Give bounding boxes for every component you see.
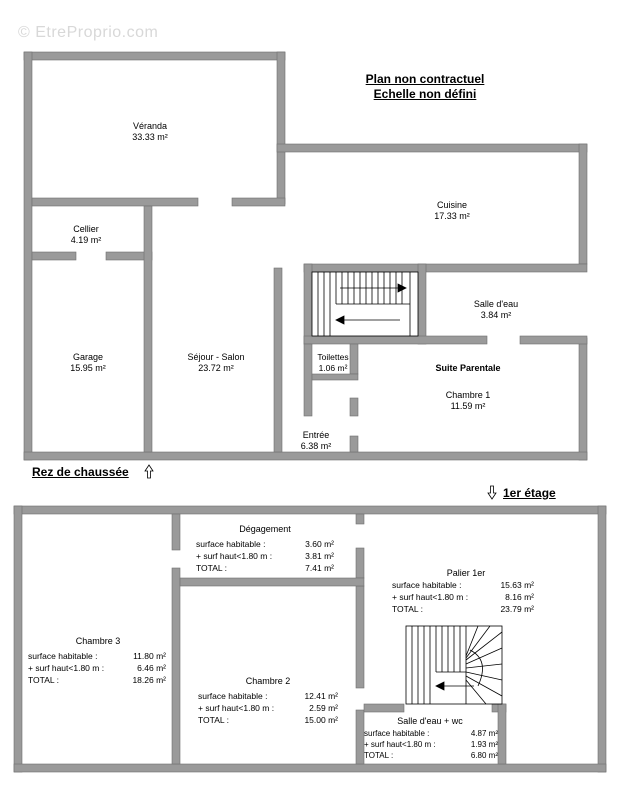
area-row-value: 1.93 m² <box>470 740 498 749</box>
stair-up-arrow-icon <box>145 465 153 478</box>
room-entree <box>286 430 346 452</box>
wall <box>498 704 506 764</box>
wall <box>304 264 312 344</box>
wall <box>598 506 606 772</box>
wall <box>364 704 404 712</box>
room-chambre-3-title: Chambre 3 <box>75 636 121 646</box>
wall <box>356 548 364 578</box>
wall <box>304 264 587 272</box>
wall <box>274 268 282 452</box>
wall <box>180 578 364 586</box>
area-row-value: 12.41 m² <box>304 691 338 701</box>
room-palier-title: Palier 1er <box>446 568 486 578</box>
room-name: Séjour - Salon <box>187 352 245 362</box>
area-row <box>196 562 334 574</box>
wall <box>356 586 364 688</box>
room-name: Cuisine <box>436 200 467 210</box>
area-row-value: 18.26 m² <box>132 675 166 685</box>
room-chambre-2-areas <box>198 690 338 726</box>
room-area: 23.72 m² <box>198 363 234 373</box>
room-chambre-1 <box>418 390 518 412</box>
wall <box>356 514 364 524</box>
area-row <box>196 538 334 550</box>
area-row-label: surface habitable : <box>392 580 462 590</box>
room-area: 1.06 m² <box>318 363 348 373</box>
area-row-value: 3.81 m² <box>305 551 334 561</box>
note-line-1: Plan non contractuel <box>365 72 485 86</box>
area-row <box>364 728 498 739</box>
area-row-value: 7.41 m² <box>305 563 334 573</box>
area-row <box>28 650 166 662</box>
area-row-label: surface habitable : <box>28 651 98 661</box>
area-row-value: 4.87 m² <box>470 729 498 738</box>
room-area: 3.84 m² <box>480 310 512 320</box>
wall <box>32 252 76 260</box>
stair-down-arrow-icon <box>488 486 496 499</box>
room-area: 11.59 m² <box>450 401 486 411</box>
area-row-value: 23.79 m² <box>500 604 534 614</box>
room-area: 4.19 m² <box>70 235 102 245</box>
area-row <box>364 750 498 761</box>
area-row-label: + surf haut<1.80 m : <box>28 663 105 673</box>
wall <box>579 338 587 460</box>
wall <box>14 506 22 772</box>
room-toilettes <box>309 352 357 374</box>
wall <box>312 374 358 380</box>
room-chambre-3-areas <box>28 650 166 686</box>
room-degagement-title: Dégagement <box>239 524 291 534</box>
wall <box>144 206 152 452</box>
area-row-label: surface habitable : <box>198 691 268 701</box>
level-label-first: 1er étage <box>503 486 556 500</box>
wall <box>520 336 587 344</box>
wall <box>172 568 180 764</box>
room-name: Cellier <box>73 224 99 234</box>
room-area: 6.38 m² <box>300 441 332 451</box>
room-name: Véranda <box>132 121 168 131</box>
wall <box>356 710 364 764</box>
wall <box>172 514 180 550</box>
level-label-ground: Rez de chaussée <box>32 465 129 479</box>
room-palier-areas <box>392 579 534 615</box>
room-area: 17.33 m² <box>434 211 470 221</box>
area-row-value: 6.80 m² <box>470 751 498 760</box>
room-cuisine <box>402 200 502 222</box>
suite-parentale-label: Suite Parentale <box>435 363 501 373</box>
wall <box>277 144 587 152</box>
area-row-label: TOTAL : <box>28 675 60 685</box>
area-row-label: surface habitable : <box>364 729 430 738</box>
area-row-label: TOTAL : <box>198 715 230 725</box>
area-row-label: + surf haut<1.80 m : <box>364 740 436 749</box>
room-veranda <box>100 121 200 143</box>
wall <box>24 452 587 460</box>
wall <box>350 436 358 452</box>
area-row-label: TOTAL : <box>392 604 424 614</box>
area-row-label: surface habitable : <box>196 539 266 549</box>
wall <box>24 52 285 60</box>
room-degagement-areas <box>196 538 334 574</box>
area-row-value: 15.63 m² <box>500 580 534 590</box>
room-salle-eau-wc-title: Salle d'eau + wc <box>397 716 463 726</box>
area-row <box>198 714 338 726</box>
area-row <box>364 739 498 750</box>
area-row-value: 8.16 m² <box>505 592 534 602</box>
watermark: © EtreProprio.com <box>18 24 159 41</box>
plan-note <box>330 72 520 102</box>
area-row <box>196 550 334 562</box>
room-chambre-2-title: Chambre 2 <box>245 676 291 686</box>
room-salle-eau <box>456 299 536 321</box>
first-floor-staircase <box>406 626 502 704</box>
area-row <box>28 674 166 686</box>
room-salle-eau-wc-areas <box>364 728 498 761</box>
wall <box>350 398 358 416</box>
wall <box>14 764 606 772</box>
room-cellier <box>46 224 126 246</box>
area-row-value: 6.46 m² <box>137 663 166 673</box>
area-row <box>392 579 534 591</box>
room-name: Chambre 1 <box>445 390 491 400</box>
room-garage <box>48 352 128 374</box>
wall <box>232 198 285 206</box>
area-row <box>198 690 338 702</box>
wall <box>418 264 426 344</box>
area-row <box>392 603 534 615</box>
room-sejour-salon <box>166 352 266 374</box>
area-row-value: 11.80 m² <box>133 651 166 661</box>
area-row-value: 15.00 m² <box>304 715 338 725</box>
wall <box>304 336 487 344</box>
note-line-2: Echelle non défini <box>373 87 477 101</box>
room-name: Garage <box>72 352 104 362</box>
area-row-label: TOTAL : <box>196 563 228 573</box>
area-row-label: + surf haut<1.80 m : <box>198 703 275 713</box>
area-row <box>198 702 338 714</box>
area-row-value: 3.60 m² <box>305 539 334 549</box>
wall <box>277 52 285 204</box>
wall <box>32 198 198 206</box>
room-name: Entrée <box>302 430 330 440</box>
area-row <box>392 591 534 603</box>
room-area: 15.95 m² <box>70 363 106 373</box>
room-name: Toilettes <box>317 352 349 362</box>
area-row <box>28 662 166 674</box>
wall <box>24 52 32 460</box>
wall <box>14 506 606 514</box>
area-row-label: + surf haut<1.80 m : <box>196 551 273 561</box>
room-area: 33.33 m² <box>132 132 168 142</box>
area-row-label: TOTAL : <box>364 751 394 760</box>
wall <box>579 144 587 264</box>
area-row-label: + surf haut<1.80 m : <box>392 592 469 602</box>
room-name: Salle d'eau <box>473 299 519 309</box>
area-row-value: 2.59 m² <box>309 703 338 713</box>
